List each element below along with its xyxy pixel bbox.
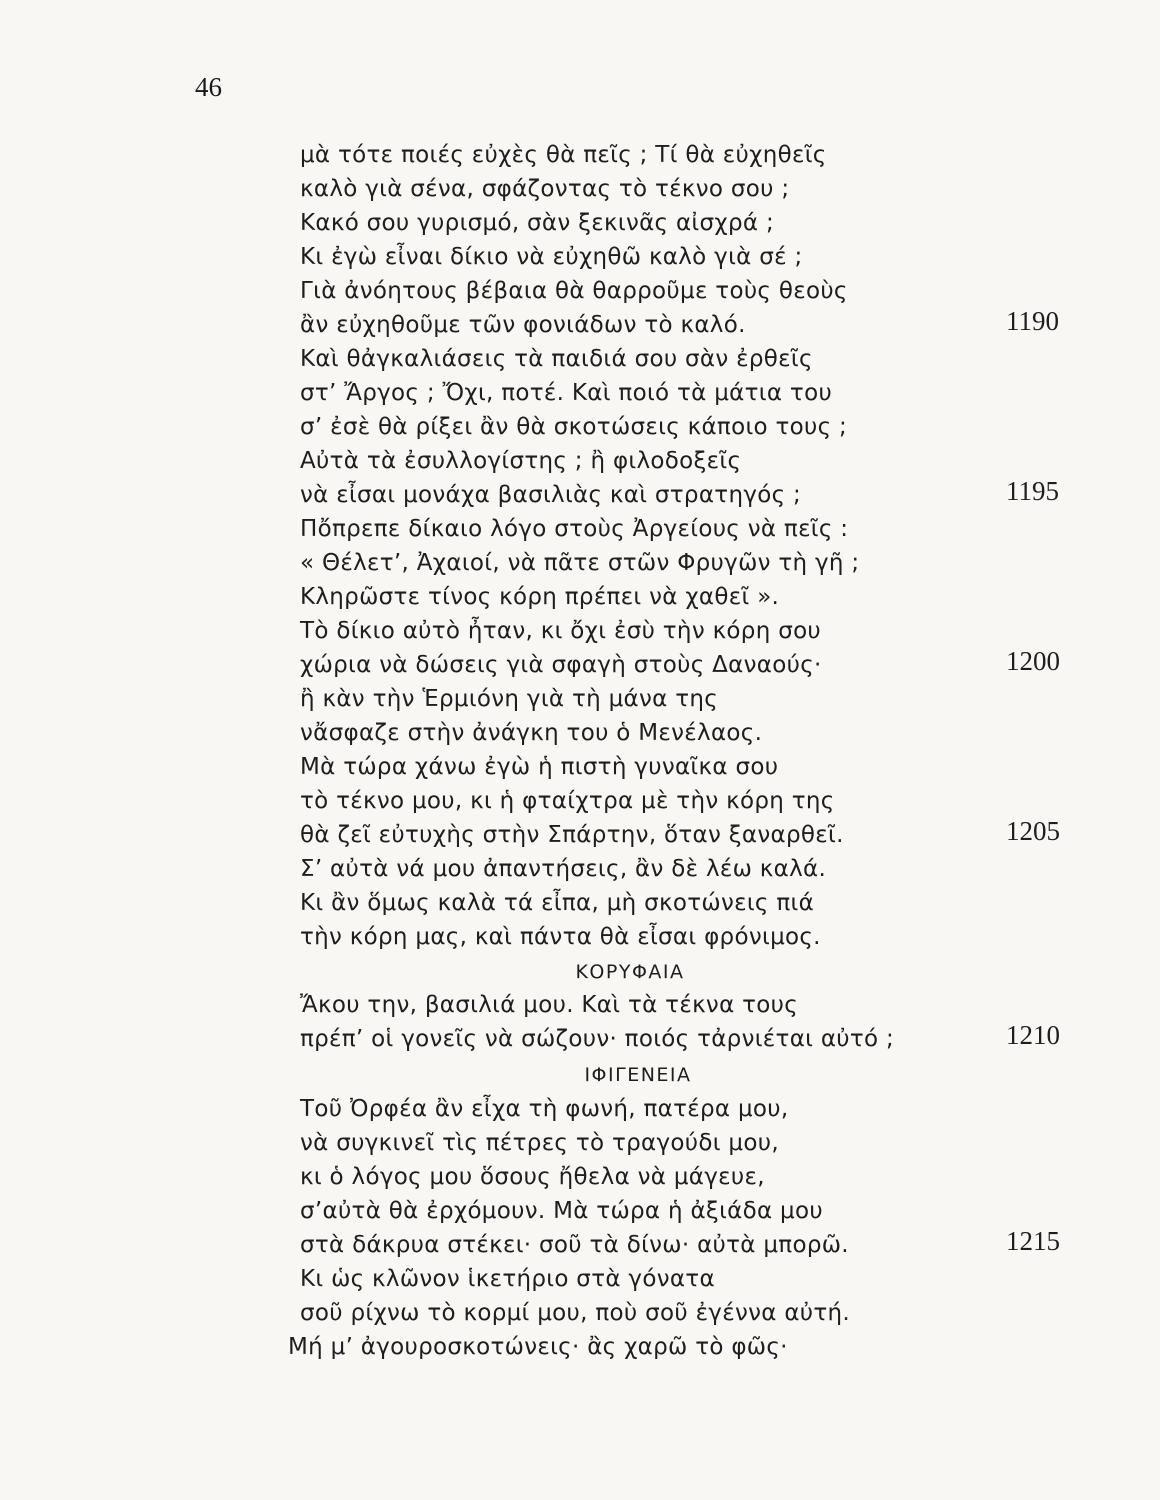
verse-line: « Θέλετ’, Ἀχαιοί, νὰ πᾶτε στῶν Φρυγῶν τὴ γῆ ; [300,550,860,576]
page-number: 46 [195,72,222,102]
verse-line: σ’ ἐσὲ θὰ ρίξει ἂν θὰ σκοτώσεις κάποιο τους ; [300,414,848,440]
verse-line: Μή μ’ ἀγουροσκοτώνεις· ἂς χαρῶ τὸ φῶς· [288,1334,788,1360]
verse-line: σοῦ ρίχνω τὸ κορμί μου, ποὺ σοῦ ἐγέννα αὐτή. [300,1300,851,1326]
verse-line: Μὰ τώρα χάνω ἐγὼ ἡ πιστὴ γυναῖκα σου [300,754,779,780]
verse-line: Κι ἐγὼ εἶναι δίκιο νὰ εὐχηθῶ καλὸ γιὰ σέ ; [300,244,803,270]
verse-line: ἢ κὰν τὴν Ἑρμιόνη γιὰ τὴ μάνα της [300,686,719,712]
verse-line: Κακό σου γυρισμό, σὰν ξεκινᾶς αἰσχρά ; [300,210,774,236]
verse-line: Αὐτὰ τὰ ἐσυλλογίστης ; ἢ φιλοδοξεῖς [300,448,742,474]
verse-line: Κι ὡς κλῶνον ἱκετήριο στὰ γόνατα [300,1266,715,1292]
verse-line: Σ’ αὐτὰ νά μου ἀπαντήσεις, ἂν δὲ λέω καλά. [300,856,827,882]
line-number: 1195 [1006,476,1059,506]
verse-line: νὰ συγκινεῖ τὶς πέτρες τὸ τραγούδι μου, [300,1130,779,1156]
speaker-heading: ΙΦΙΓΕΝΕΙΑ [584,1064,692,1086]
verse-line: καλὸ γιὰ σένα, σφάζοντας τὸ τέκνο σου ; [300,176,790,202]
verse-line: σ’αὐτὰ θὰ ἐρχόμουν. Μὰ τώρα ἡ ἀξιάδα μου [300,1198,823,1224]
line-number: 1190 [1006,306,1059,336]
line-number: 1210 [1006,1020,1060,1050]
speaker-heading: ΚΟΡΥΦΑΙΑ [575,961,685,983]
line-number: 1215 [1006,1226,1060,1256]
verse-line: κι ὁ λόγος μου ὅσους ἤθελα νὰ μάγευε, [300,1164,765,1190]
line-number: 1205 [1006,816,1060,846]
verse-line: χώρια νὰ δώσεις γιὰ σφαγὴ στοὺς Δαναούς· [300,652,822,678]
verse-line: Τοῦ Ὀρφέα ἂν εἶχα τὴ φωνή, πατέρα μου, [300,1096,789,1122]
verse-line: θὰ ζεῖ εὐτυχὴς στὴν Σπάρτην, ὅταν ξαναρθεῖ. [300,822,844,848]
verse-line: ἂν εὐχηθοῦμε τῶν φονιάδων τὸ καλό. [300,312,746,338]
verse-line: Κι ἂν ὅμως καλὰ τά εἶπα, μὴ σκοτώνεις πιά [300,890,815,916]
verse-line: νὰ εἶσαι μονάχα βασιλιὰς καὶ στρατηγός ; [300,482,802,508]
verse-line: μὰ τότε ποιές εὐχὲς θὰ πεῖς ; Τί θὰ εὐχηθεῖς [300,142,827,168]
verse-line: στὰ δάκρυα στέκει· σοῦ τὰ δίνω· αὐτὰ μπορῶ. [300,1232,849,1258]
line-number: 1200 [1006,646,1060,676]
verse-line: νἄσφαζε στὴν ἀνάγκη του ὁ Μενέλαος. [300,720,763,746]
verse-line: Καὶ θἀγκαλιάσεις τὰ παιδιά σου σὰν ἐρθεῖς [300,346,813,372]
verse-line: Πὄπρεπε δίκαιο λόγο στοὺς Ἀργείους νὰ πεῖς : [300,516,849,542]
verse-line: τὸ τέκνο μου, κι ἡ φταίχτρα μὲ τὴν κόρη της [300,788,835,814]
verse-line: Κληρῶστε τίνος κόρη πρέπει νὰ χαθεῖ ». [300,584,780,610]
verse-line: Γιὰ ἀνόητους βέβαια θὰ θαρροῦμε τοὺς θεοὺς [300,278,848,304]
verse-line: πρέπ’ οἱ γονεῖς νὰ σώζουν· ποιός τἀρνιέται αὐτό ; [300,1026,895,1052]
verse-line: στ’ Ἄργος ; Ὄχι, ποτέ. Καὶ ποιό τὰ μάτια του [300,380,833,406]
verse-line: Τὸ δίκιο αὐτὸ ἦταν, κι ὄχι ἐσὺ τὴν κόρη σου [300,618,822,644]
verse-line: Ἄκου την, βασιλιά μου. Καὶ τὰ τέκνα τους [300,992,799,1018]
verse-line: τὴν κόρη μας, καὶ πάντα θὰ εἶσαι φρόνιμος. [300,924,821,950]
